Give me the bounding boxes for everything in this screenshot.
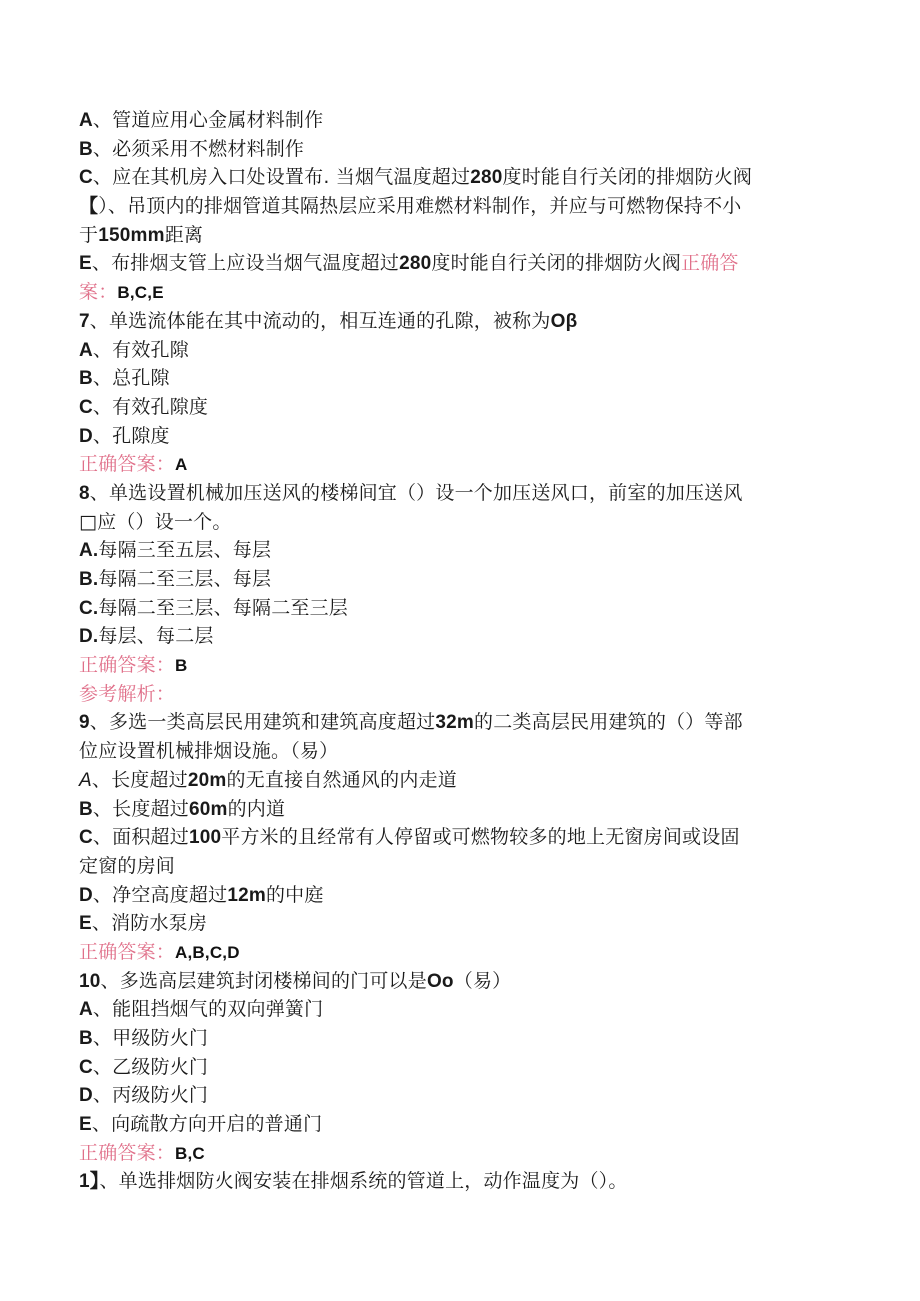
line-text: 、多选一类高层民用建筑和建筑高度超过	[89, 711, 436, 734]
answer-label: 正确答案：	[79, 940, 176, 963]
text-line	[79, 422, 839, 451]
line-text: ）、吊顶内的排烟管道其隔热层应采用难燃材料制作，并应与可燃物保持不小	[98, 195, 742, 218]
line-text: 、有效孔隙	[92, 338, 189, 361]
line-number: 60m	[188, 798, 228, 820]
line-prefix: B	[79, 138, 93, 160]
line-prefix: C	[79, 167, 93, 189]
line-text: 、多选高层建筑封闭楼梯间的门可以是	[100, 969, 427, 992]
text-line	[79, 307, 839, 336]
line-text: 、向疏散方向开启的普通门	[91, 1113, 323, 1136]
answer-label: 正确答案：	[79, 654, 176, 677]
text-line	[79, 450, 839, 479]
text-line	[79, 1139, 839, 1168]
line-text: 于	[79, 223, 99, 246]
line-prefix: E	[79, 1114, 92, 1136]
text-line	[79, 1081, 839, 1110]
answer-value: B,C,E	[117, 283, 164, 303]
text-line	[79, 967, 839, 996]
line-number: 280	[399, 253, 432, 275]
answer-value: A	[175, 455, 188, 475]
line-prefix: C	[79, 1056, 93, 1078]
line-number: 12m	[227, 884, 266, 906]
text-line	[79, 364, 839, 393]
line-number: 32m	[435, 712, 475, 734]
line-prefix: A	[79, 769, 92, 791]
line-number: Oβ	[550, 310, 578, 332]
line-text: 每隔三至五层、每层	[98, 539, 272, 562]
line-prefix: B	[79, 1028, 93, 1049]
text-line	[79, 881, 839, 910]
line-text: 、有效孔隙度	[92, 395, 209, 418]
text-line	[79, 336, 839, 365]
line-prefix: A	[79, 110, 93, 131]
text-line	[79, 1167, 839, 1196]
line-text: 、净空高度超过	[92, 883, 228, 906]
line-prefix: B	[79, 798, 93, 820]
line-text: 每隔二至三层、每层	[98, 568, 272, 590]
document-body	[79, 106, 839, 1196]
answer-label: 正确答	[681, 252, 739, 275]
text-line	[79, 795, 839, 824]
line-text: 、乙级防火门	[92, 1055, 209, 1078]
line-text-cont: 的内道	[227, 797, 286, 820]
line-text: 、总孔隙	[92, 367, 170, 390]
line-text: 、面积超过	[92, 826, 189, 849]
line-text-cont: 的无直接自然通风的内走道	[226, 768, 457, 791]
line-prefix: D	[79, 1085, 93, 1107]
line-prefix: 8	[79, 482, 90, 504]
text-line	[79, 622, 839, 651]
line-text: 、应在其机房入口处设置布. 当烟气温度超过	[92, 166, 471, 189]
text-line	[79, 221, 839, 250]
text-line	[79, 766, 839, 795]
answer-label: 正确答案：	[79, 1141, 176, 1164]
line-text: 每层、每二层	[98, 625, 214, 648]
answer-label: 参考解析：	[79, 682, 176, 705]
line-text: 、单选流体能在其中流动的，相互连通的孔隙，被称为	[89, 309, 551, 332]
answer-label: 案：	[79, 281, 118, 304]
text-line	[79, 106, 839, 135]
line-text: 、能阻挡烟气的双向弹簧门	[92, 998, 324, 1021]
line-text-cont: （易）	[453, 969, 512, 992]
text-line	[79, 995, 839, 1024]
text-line	[79, 249, 839, 278]
line-prefix: C	[79, 827, 93, 849]
text-line	[79, 536, 839, 565]
text-line	[79, 192, 839, 221]
line-prefix: A.	[79, 540, 99, 562]
line-prefix: 9	[79, 712, 90, 734]
line-prefix: D.	[79, 626, 99, 648]
line-prefix: 1】	[79, 1171, 100, 1193]
line-prefix: D	[79, 884, 93, 906]
line-prefix: A	[79, 999, 93, 1021]
line-text: 、管道应用心金属材料制作	[92, 109, 324, 131]
line-text: 、丙级防火门	[92, 1084, 209, 1107]
line-text: 、单选排烟防火阀安装在排烟系统的管道上，动作温度为（）。	[99, 1170, 628, 1193]
text-line	[79, 823, 839, 852]
line-text: 、必须采用不燃材料制作	[92, 137, 305, 160]
text-line	[79, 680, 839, 709]
text-line	[79, 594, 839, 623]
line-prefix: D	[79, 425, 93, 447]
line-text: 、单选设置机械加压送风的楼梯间宜（）设一个加压送风口，前室的加压送风	[89, 481, 743, 504]
line-prefix: C	[79, 396, 93, 418]
line-text: 位应设置机械排烟设施。（易）	[79, 740, 339, 763]
text-line	[79, 135, 839, 164]
line-text: 、布排烟支管上应设当烟气温度超过	[91, 252, 400, 275]
text-line	[79, 479, 839, 508]
answer-value: B	[175, 656, 188, 676]
line-text: 、孔隙度	[92, 424, 170, 447]
line-text-cont: 的中庭	[265, 883, 324, 906]
line-prefix: E	[79, 253, 92, 275]
line-text: 每隔二至三层、每隔二至三层	[98, 596, 349, 619]
line-text: 、长度超过	[92, 797, 189, 820]
line-number: 280	[470, 167, 503, 189]
line-text: 、甲级防火门	[92, 1027, 209, 1049]
line-number: 100	[188, 827, 222, 849]
line-text: 定窗的房间	[79, 854, 176, 877]
text-line	[79, 565, 839, 594]
line-text: 、长度超过	[91, 768, 188, 791]
line-prefix: A	[79, 339, 93, 361]
text-line	[79, 737, 839, 766]
line-text: □应（）设一个。	[79, 510, 232, 533]
text-line	[79, 938, 839, 967]
line-number: 20m	[187, 769, 227, 791]
line-text-cont: 的二类高层民用建筑的（）等部	[474, 711, 743, 734]
line-text: 、消防水泵房	[91, 912, 208, 935]
text-line	[79, 909, 839, 938]
text-line	[79, 708, 839, 737]
text-line	[79, 508, 839, 537]
line-text-cont: 距离	[164, 223, 204, 246]
line-text-cont: 平方米的且经常有人停留或可燃物较多的地上无窗房间或设固	[221, 826, 740, 849]
text-line	[79, 393, 839, 422]
text-line	[79, 651, 839, 680]
text-line	[79, 852, 839, 881]
line-prefix: C.	[79, 597, 99, 619]
text-line	[79, 163, 839, 192]
line-prefix: B	[79, 368, 93, 390]
line-prefix: 7	[79, 310, 90, 332]
line-number: 150mm	[98, 224, 165, 246]
answer-value: B,C	[175, 1143, 205, 1163]
answer-value: A,B,C,D	[175, 942, 240, 962]
line-prefix: E	[79, 913, 92, 935]
text-line	[79, 1110, 839, 1139]
line-prefix: 【	[79, 196, 99, 218]
line-number: Oo	[426, 970, 454, 992]
line-prefix: 10	[79, 970, 101, 992]
text-line	[79, 1024, 839, 1053]
line-text-cont: 度时能自行关闭的排烟防火阀	[502, 166, 753, 189]
line-prefix: B.	[79, 569, 99, 590]
line-text-cont: 度时能自行关闭的排烟防火阀	[431, 252, 681, 275]
answer-label: 正确答案：	[79, 453, 176, 476]
text-line	[79, 1053, 839, 1082]
text-line	[79, 278, 839, 307]
